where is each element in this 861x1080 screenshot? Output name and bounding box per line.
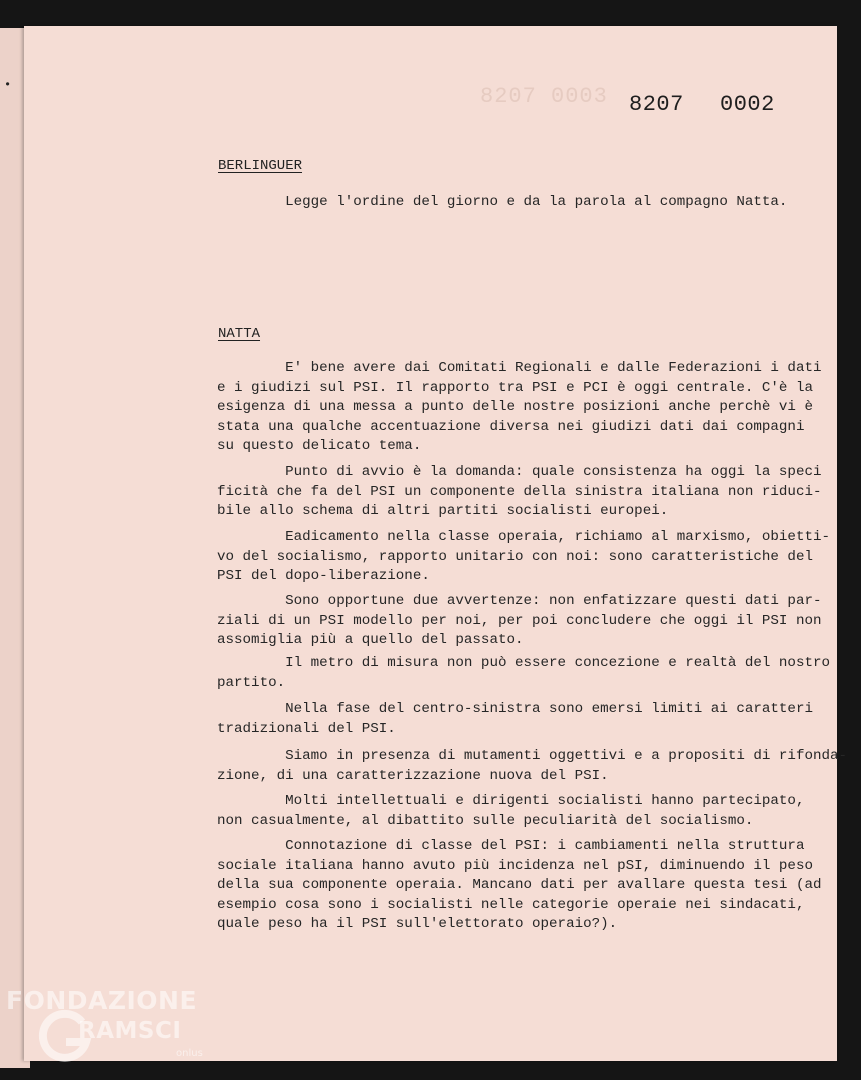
speaker-natta: NATTA: [218, 326, 261, 342]
paragraph: Sono opportune due avvertenze: non enfatizzare questi dati par- ziali di un PSI modello per noi, per poi concludere che oggi il PSI non assomiglia più a quello del passato.: [217, 593, 822, 648]
paragraph: Legge l'ordine del giorno e da la parola al compagno Natta.: [217, 194, 788, 210]
fondazione-gramsci-watermark: [6, 986, 216, 1076]
document-number-part2: 0002: [720, 92, 775, 117]
paragraph: Nella fase del centro-sinistra sono emersi limiti ai caratteri tradizionali del PSI.: [217, 701, 813, 737]
document-page: [24, 26, 848, 1061]
speaker-berlinguer: BERLINGUER: [218, 158, 303, 174]
margin-mark: •: [4, 78, 12, 92]
paragraph: Il metro di misura non può essere concezione e realtà del nostro partito.: [217, 655, 830, 691]
watermark-suffix: onlus: [176, 1048, 203, 1059]
watermark-line2: RAMSCI: [78, 1018, 182, 1044]
paragraph: Eadicamento nella classe operaia, richiamo al marxismo, obietti- vo del socialismo, rapporto unitario con noi: sono caratteristiche del PSI del dopo-liberazione.: [217, 529, 830, 584]
watermark-line1: FONDAZIONE: [6, 986, 198, 1015]
paragraph: Molti intellettuali e dirigenti socialisti hanno partecipato, non casualmente, al dibattito sulle peculiarità del socialismo.: [217, 793, 805, 829]
paragraph: Connotazione di classe del PSI: i cambiamenti nella struttura sociale italiana hanno avuto più incidenza nel pSI, diminuendo il peso della sua componente operaia. Mancano dati per avallare questa tesi (ad esempio cosa sono i socialisti nelle categorie operaie nei sindacati, quale peso ha il PSI sull'elettorato operaio?).: [217, 838, 822, 932]
document-number-part1: 8207: [629, 92, 684, 117]
paragraph: E' bene avere dai Comitati Regionali e dalle Federazioni i dati e i giudizi sul PSI. Il rapporto tra PSI e PCI è oggi centrale. C'è la esigenza di una messa a punto delle nostre posizioni anche perchè vi è stata una qualche accentuazione diversa nei giudizi dati dai compagni su questo delicato tema.: [217, 360, 822, 454]
paragraph: Siamo in presenza di mutamenti oggettivi e a propositi di rifonda- zione, di una caratterizzazione nuova del PSI.: [217, 748, 848, 784]
paragraph: Punto di avvio è la domanda: quale consistenza ha oggi la speci ficità che fa del PSI un componente della sinistra italiana non riduci- bile allo schema di altri partiti socialisti europei.: [217, 464, 822, 519]
bleed-through-number: 8207 0003: [480, 84, 608, 109]
